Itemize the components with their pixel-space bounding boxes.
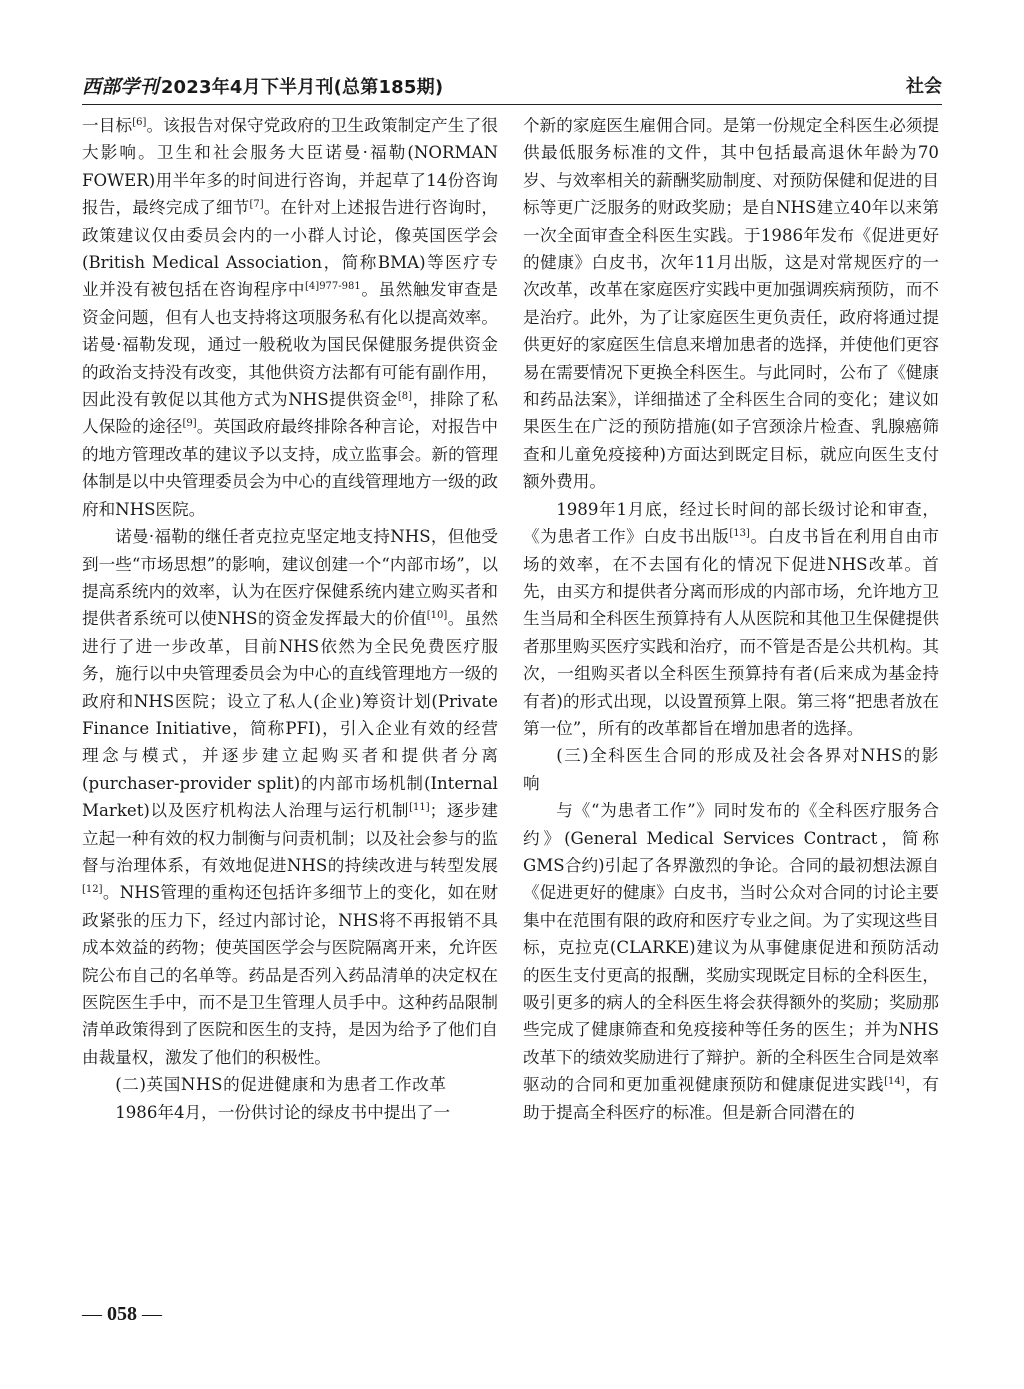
section-label: 社会 <box>906 76 942 97</box>
journal-logo: 西部学刊 <box>82 76 159 98</box>
paragraph: 与《“为患者工作”》同时发布的《全科医疗服务合约》(General Medical Services Contract，简称GMS合约)引起了各界激烈的争论。合同的最初想法源自《促进更好的健康》白皮书，当时公众对合同的讨论主要集中在范围有限的政府和医疗专业之间。为了实现这些目标，克拉克(CLARKE)建议为从事健康促进和预防活动的医生支付更高的报酬，奖励实现既定目标的全科医生，吸引更多的病人的全科医生将会获得额外的奖励；奖励那些完成了健康筛查和免疫接种等任务的医生；并为NHS改革下的绩效奖励进行了辩护。新的全科医生合同是效率驱动的合同和更加重视健康预防和健康促进实践[14]，有助于提高全科医疗的标准。但是新合同潜在的 <box>523 801 940 1122</box>
section-heading: (三)全科医生合同的形成及社会各界对NHS的影响 <box>523 746 939 793</box>
citation: [13] <box>729 528 750 540</box>
journal-masthead <box>82 72 443 99</box>
paragraph: 1986年4月，一份供讨论的绿皮书中提出了一 <box>115 1102 451 1122</box>
citation: [14] <box>884 1076 905 1088</box>
citation: [9] <box>182 418 197 430</box>
page-footer: — 058 — <box>82 1303 162 1325</box>
paragraph: 个新的家庭医生雇佣合同。是第一份规定全科医生必须提供最低服务标准的文件，其中包括最高退休年龄为70岁、与效率相关的薪酬奖励制度、对预防保健和促进的目标等更广泛服务的财政奖励；是自NHS建立40年以来第一次全面审查全科医生实践。于1986年发布《促进更好的健康》白皮书，次年11月出版，这是对常规医疗的一次改革，改革在家庭医疗实践中更加强调疾病预防，而不是治疗。此外，为了让家庭医生更负责任，政府将通过提供更好的家庭医生信息来增加患者的选择，并使他们更容易在需要情况下更换全科医生。与此同时，公布了《健康和药品法案》，详细描述了全科医生合同的变化；建议如果医生在广泛的预防措施(如子宫颈涂片检查、乳腺癌筛查和儿童免疫接种)方面达到既定目标，就应向医生支付额外费用。 <box>523 116 939 492</box>
citation: [7] <box>249 199 264 211</box>
citation: [11] <box>409 802 430 814</box>
citation: [12] <box>82 884 103 896</box>
issue-info: 2023年4月下半月刊(总第185期) <box>160 77 444 98</box>
citation: [4]977-981 <box>305 281 361 293</box>
citation: [6] <box>132 117 147 128</box>
paragraph: 1989年1月底，经过长时间的部长级讨论和审查，《为患者工作》白皮书出版[13]。白皮书旨在利用自由市场的效率，在不去国有化的情况下促进NHS改革。首先，由买方和提供者分离而形成的内部市场，允许地方卫生当局和全科医生预算持有人从医院和其他卫生保健提供者那里购买医疗实践和治疗，而不管是否是公共机构。其次，一组购买者以全科医生预算持有者(后来成为基金持有者)的形式出现，以设置预算上限。第三将“把患者放在第一位”，所有的改革都旨在增加患者的选择。 <box>523 499 940 738</box>
page-number: 058 <box>107 1303 137 1325</box>
citation: [10] <box>426 610 448 622</box>
running-header <box>82 66 942 105</box>
paragraph: 诺曼·福勒的继任者克拉克坚定地支持NHS，但他受到一些“市场思想”的影响，建议创建一个“内部市场”，以提高系统内的效率，认为在医疗保健系统内建立购买者和提供者系统可以使NHS的资金发挥最大的价值[10]。虽然进行了进一步改革，目前NHS依然为全民免费医疗服务，施行以中央管理委员会为中心的直线管理地方一级的政府和NHS医院；设立了私人(企业)筹资计划(Private Finance Initiative，简称PFI)，引入企业有效的经营理念与模式，并逐步建立起购买者和提供者分离(purchaser-provider split)的内部市场机制(Internal Market)以及医疗机构法人治理与运行机制[11]；逐步建立起一种有效的权力制衡与问责机制；以及社会参与的监督与治理体系，有效地促进NHS的持续改进与转型发展[12]。NHS管理的重构还包括许多细节上的变化，如在财政紧张的压力下，经过内部讨论，NHS将不再报销不具成本效益的药物；使英国医学会与医院隔离开来，允许医院公布自己的名单等。药品是否列入药品清单的决定权在医院医生手中，而不是卫生管理人员手中。这种药品限制清单政策得到了医院和医生的支持，是因为给予了他们自由裁量权，激发了他们的积极性。 <box>82 527 498 1067</box>
left-column <box>82 112 498 1126</box>
right-column <box>523 112 939 1126</box>
citation: [8] <box>397 391 413 403</box>
section-heading: (二)英国NHS的促进健康和为患者工作改革 <box>115 1075 447 1095</box>
paragraph: 一目标[6]。该报告对保守党政府的卫生政策制定产生了很大影响。卫生和社会服务大臣诺曼·福勒(NORMAN FOWER)用半年多的时间进行咨询，并起草了14份咨询报告，最终完成了细节[7]。在针对上述报告进行咨询时，政策建议仅由委员会内的一小群人讨论，像英国医学会(British Medical Association，简称BMA)等医疗专业并没有被包括在咨询程序中$^{[4]977-981}$。虽然触发审查是资金问题，但有人也支持将这项服务私有化以提高效率。诺曼·福勒发现，通过一般税收为国民保健服务提供资金的政治支持没有改变，其他供资方法都有可能有副作用，因此没有敦促以其他方式为NHS提供资金[8]，排除了私人保险的途径[9]。英国政府最终排除各种言论，对报告中的地方管理改革的建议予以支持，成立监事会。新的管理体制是以中央管理委员会为中心的直线管理地方一级的政府和NHS医院。 <box>82 116 499 519</box>
